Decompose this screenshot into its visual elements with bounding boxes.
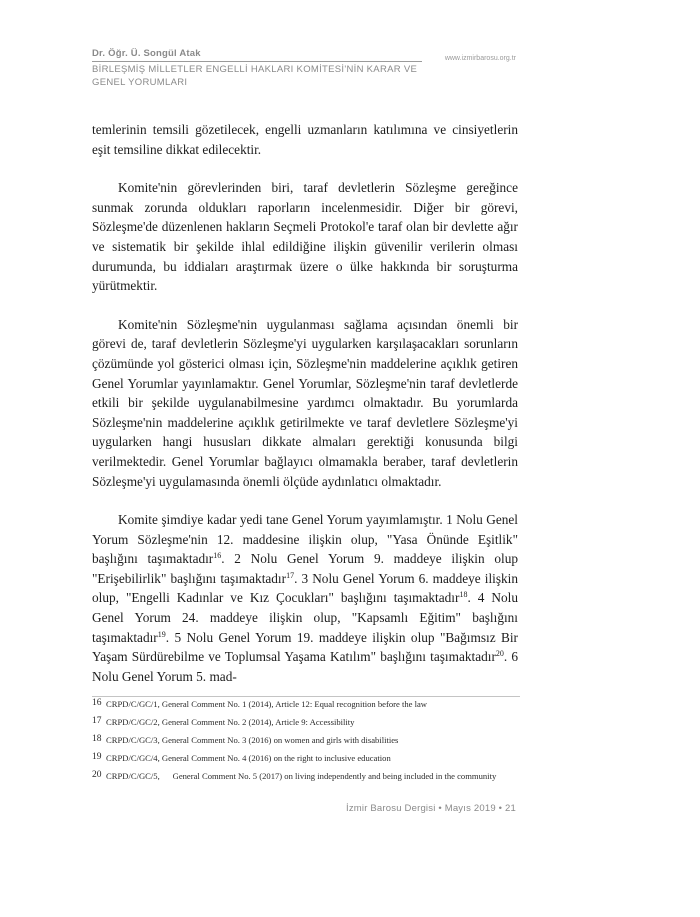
footnote-text: CRPD/C/GC/2, General Comment No. 2 (2014), Article 9: Accessibility	[106, 717, 355, 727]
header-divider	[92, 61, 422, 62]
footnote-ref: 17	[286, 570, 295, 580]
sentence-text: . 2 Nolu Genel Yorum 9. maddeye ilişkin olup "Erişebilirlik" başlığını taşımaktadır	[92, 551, 518, 586]
footnote-divider	[92, 696, 520, 697]
paragraph-1: temlerinin temsili gözetilecek, engelli uzmanların katılımına ve cinsiyetlerin eşit temsiline dikkat edilecektir.	[92, 122, 518, 157]
footnote	[92, 717, 520, 728]
footnote-ref: 16	[213, 551, 222, 561]
paragraph-3: Komite'nin Sözleşme'nin uygulanması sağlama açısından önemli bir görevi de, taraf devletlerin Sözleşme'yi uygularken karşılaşacakları sorunların çözümünde yol gösterici olması için, Sözleşme'nin maddelerine açıklık getiren Genel Yorumlar yayınlamaktır. Genel Yorumlar, Sözleşme'nin taraf devletlerde etkili bir şekilde uygulanabilmesine yardımcı olmaktadır. Bu yorumlarda Sözleşme'nin maddelerine açıklık getirilmekte ve taraf devletlere Sözleşme'yi uygularken hangi hususları dikkate almaları gerektiği konusunda bilgi verilmektedir. Genel Yorumlar bağlayıcı olmamakla beraber, taraf devletlerin Sözleşme'yi uygulamasında önemli ölçüde aydınlatıcı olmaktadır.	[92, 316, 518, 489]
paragraph-2: Komite'nin görevlerinden biri, taraf devletlerin Sözleşme gereğince sunmak zorunda oldukları raporların incelenmesidir. Diğer bir görevi, Sözleşme'de düzenlenen hakların Seçmeli Protokol'e taraf olan bir devlette ağır ve sistematik bir şekilde ihlal edildiğine ilişkin güvenilir verilerin olması durumunda, bu iddiaları araştırmak üzere o ülke hakkında bir soruşturma yürütmektir.	[92, 180, 518, 294]
footnote-number: 18	[92, 734, 102, 744]
footnote-text: CRPD/C/GC/3, General Comment No. 3 (2016) on women and girls with disabilities	[106, 735, 399, 745]
footnote	[92, 699, 520, 710]
footnote-number: 16	[92, 698, 102, 708]
sentence-text: Komite şimdiye kadar yedi tane Genel Yorum yayımlamıştır. 1 Nolu Genel Yorum Sözleşme'nin 12. maddesine ilişkin olup, "Yasa Önünde Eşitlik" başlığını taşımaktadır	[92, 512, 518, 567]
footnote-number: 17	[92, 716, 102, 726]
footnote-ref: 19	[157, 629, 166, 639]
sentence-text: . 5 Nolu Genel Yorum 19. maddeye ilişkin olup "Bağımsız Bir Yaşam Sürdürebilme ve Toplumsal Yaşama Katılım" başlığını taşımaktadır	[92, 629, 518, 665]
footnote	[92, 735, 520, 746]
sentence-text: . 6 Nolu Genel Yorum 5. mad-	[92, 649, 518, 684]
paragraph-4	[92, 510, 518, 686]
footnote-number: 19	[92, 752, 102, 762]
footnote-text: CRPD/C/GC/5, General Comment No. 5 (2017) on living independently and being included in the community	[106, 771, 497, 781]
footnotes	[92, 699, 520, 789]
footnote-ref: 18	[459, 590, 468, 600]
body-text	[92, 120, 518, 705]
page-footer: İzmir Barosu Dergisi • Mayıs 2019 • 21	[345, 803, 516, 814]
footnote-text: CRPD/C/GC/4, General Comment No. 4 (2016) on the right to inclusive education	[106, 753, 391, 763]
running-header-title: BİRLEŞMİŞ MİLLETLER ENGELLİ HAKLARI KOMİTESİ'NİN KARAR VE GENEL YORUMLARI	[92, 64, 418, 88]
running-header-author: Dr. Öğr. Ü. Songül Atak	[92, 48, 201, 59]
footnote-ref: 20	[495, 649, 504, 659]
footnote	[92, 753, 520, 764]
footnote	[92, 771, 520, 782]
header-website-url: www.izmirbarosu.org.tr	[444, 55, 516, 62]
sentence-text: . 4 Nolu Genel Yorum 24. maddeye ilişkin olup, "Kapsamlı Eğitim" başlığını taşımaktadır	[92, 590, 518, 645]
sentence-text: . 3 Nolu Genel Yorum 6. maddeye ilişkin olup, "Engelli Kadınlar ve Kız Çocukları" başlığını taşımaktadır	[92, 570, 518, 606]
footnote-text: CRPD/C/GC/1, General Comment No. 1 (2014), Article 12: Equal recognition before the law	[106, 699, 428, 709]
footnote-number: 20	[92, 770, 102, 780]
